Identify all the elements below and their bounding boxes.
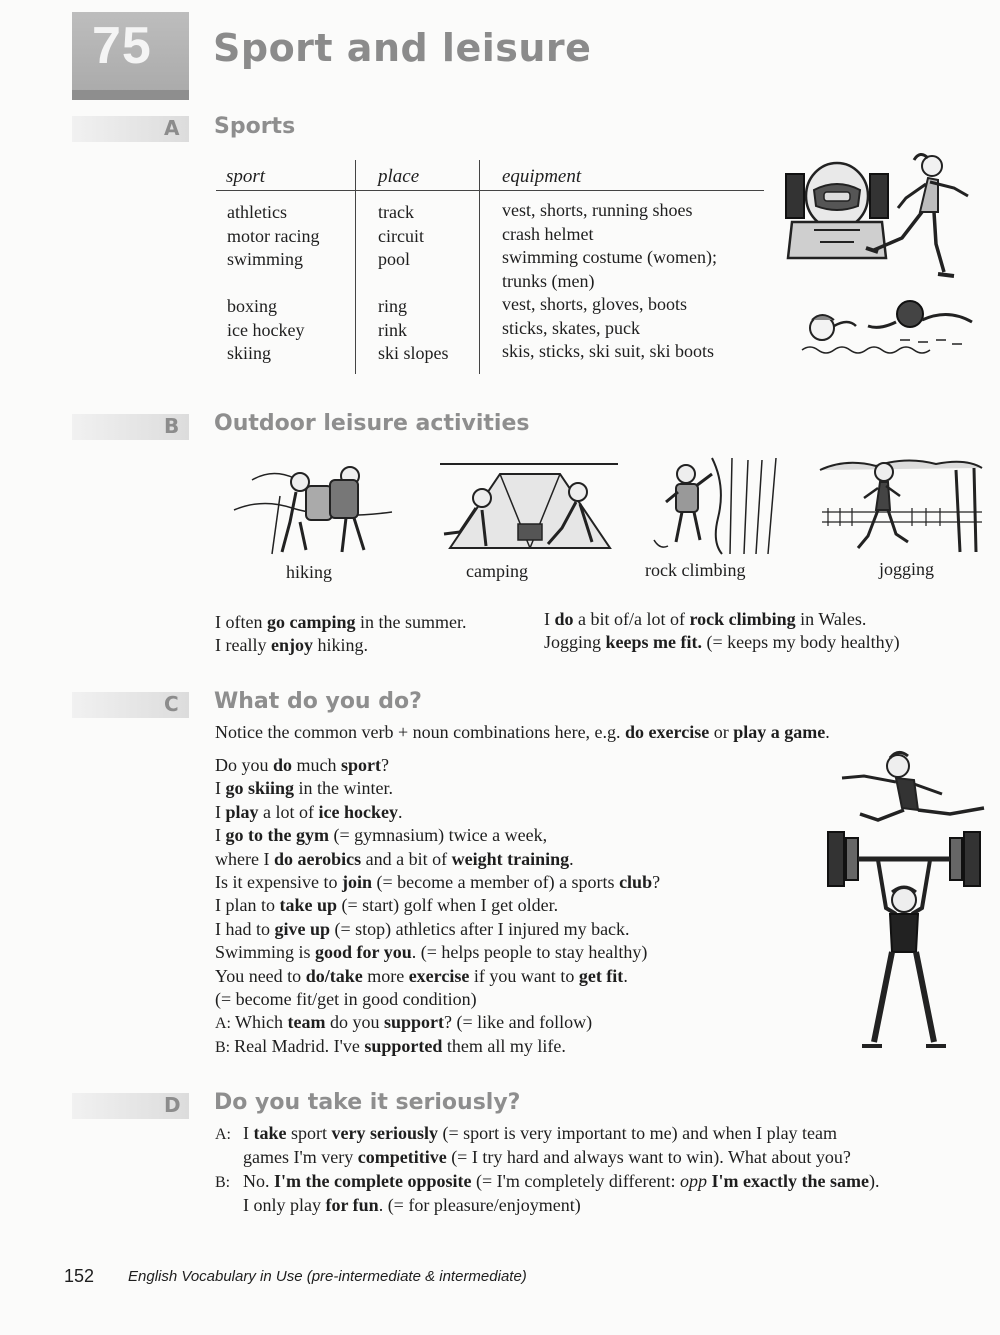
weightlifter-illustration: [826, 826, 982, 1056]
text-segment: .: [569, 848, 574, 869]
text-line: [215, 824, 660, 847]
text-segment: Real Madrid. I've: [234, 1036, 365, 1057]
text-line: [215, 918, 660, 941]
text-segment: I often: [215, 612, 267, 632]
key-phrase: opp: [679, 1170, 707, 1191]
section-b-title: Outdoor leisure activities: [214, 411, 530, 436]
text-segment: (= keeps my body healthy): [702, 632, 900, 653]
text-segment: I had to: [215, 918, 275, 939]
text-line: [215, 965, 660, 988]
dialogue-line: [215, 1194, 879, 1217]
table-cell-place: ring: [378, 296, 407, 316]
text-segment: ? (= like and follow): [444, 1012, 593, 1032]
text-line: [215, 988, 660, 1011]
hiking-illustration: [232, 450, 394, 556]
speaker-label: B:: [215, 1039, 235, 1057]
text-segment: (= become fit/get in good condition): [215, 989, 477, 1010]
table-cell-sport: skiing: [227, 343, 272, 363]
text-segment: I: [544, 609, 555, 629]
key-phrase: team: [287, 1012, 326, 1032]
text-segment: much: [292, 755, 342, 775]
text-segment: them all my life.: [442, 1036, 566, 1057]
key-phrase: join: [341, 872, 372, 893]
rock-climbing-illustration: [652, 456, 780, 556]
speaker-label: B:: [215, 1173, 231, 1191]
text-segment: Is it expensive to: [215, 872, 342, 893]
table-cell-equipment: vest, shorts, gloves, boots: [502, 294, 688, 314]
key-phrase: very seriously: [331, 1123, 438, 1143]
unit-title: Sport and leisure: [213, 26, 592, 70]
text-segment: .: [825, 722, 830, 742]
text-line: [544, 608, 900, 631]
table-column-rule: [479, 160, 480, 374]
text-segment: Which: [235, 1012, 288, 1032]
section-a-title: Sports: [214, 114, 296, 139]
section-c-letter: C: [164, 692, 179, 716]
camping-illustration: [430, 458, 626, 554]
key-phrase: keeps me fit.: [605, 632, 702, 653]
table-cell-equipment: trunks (men): [502, 270, 595, 291]
key-phrase: take: [253, 1123, 287, 1143]
key-phrase: ice hockey: [318, 801, 398, 822]
section-a-letter: A: [164, 116, 180, 140]
key-phrase: support: [383, 1012, 444, 1032]
speaker-label: A:: [215, 1126, 231, 1143]
text-segment: . (= helps people to stay healthy): [411, 942, 648, 963]
text-segment: I only play: [243, 1195, 326, 1216]
table-place-column: [378, 201, 449, 366]
key-phrase: competitive: [357, 1147, 447, 1168]
activity-examples-left: [215, 611, 467, 658]
text-segment: .: [398, 801, 403, 822]
text-segment: a bit of/a lot of: [573, 609, 690, 629]
key-phrase: weight training: [451, 848, 570, 869]
text-segment: more: [362, 965, 409, 986]
key-phrase: do exercise: [625, 722, 710, 742]
key-phrase: do/take: [305, 965, 363, 986]
table-header-place: place: [378, 166, 420, 187]
text-line: [215, 848, 660, 871]
text-segment: . (= for pleasure/enjoyment): [378, 1195, 581, 1216]
text-segment: games I'm very: [243, 1147, 358, 1168]
section-d-letter: D: [164, 1093, 181, 1117]
text-segment: I: [215, 778, 226, 799]
section-c-examples: [215, 754, 660, 1011]
key-phrase: club: [619, 872, 653, 893]
table-column-rule: [355, 160, 356, 374]
table-cell-sport: ice hockey: [227, 319, 305, 340]
table-cell-equipment: skis, sticks, ski suit, ski boots: [502, 341, 715, 361]
key-phrase: take up: [279, 895, 338, 916]
key-phrase: supported: [364, 1036, 443, 1057]
text-line: [215, 894, 660, 917]
text-segment: .: [623, 965, 628, 986]
text-segment: (= I try hard and always want to win). What about you?: [446, 1147, 851, 1168]
text-segment: (= start) golf when I get older.: [337, 895, 559, 916]
text-segment: or: [709, 722, 734, 742]
text-segment: Swimming is: [215, 942, 316, 963]
table-header-sport: sport: [226, 166, 266, 187]
page-number: 152: [64, 1266, 95, 1286]
dialogue-line: [215, 1035, 592, 1059]
key-phrase: do: [273, 755, 293, 775]
text-segment: do you: [325, 1012, 384, 1032]
section-d-dialogue: [215, 1122, 879, 1218]
text-segment: (= stop) athletics after I injured my back.: [330, 918, 630, 939]
key-phrase: I'm the complete opposite: [274, 1170, 472, 1191]
text-segment: I: [215, 801, 226, 822]
table-cell-equipment: crash helmet: [502, 223, 594, 244]
text-segment: (= gymnasium) twice a week,: [328, 825, 548, 846]
table-cell-sport: motor racing: [227, 225, 320, 246]
key-phrase: I'm exactly the same: [711, 1170, 869, 1191]
text-segment: ?: [381, 755, 390, 775]
text-segment: if you want to: [469, 965, 579, 986]
key-phrase: sport: [341, 755, 382, 775]
text-line: [215, 871, 660, 894]
text-line: [215, 777, 660, 800]
key-phrase: give up: [274, 918, 330, 939]
speaker-label: A:: [215, 1015, 235, 1032]
caption-hiking: hiking: [286, 562, 333, 582]
text-segment: in the summer.: [355, 612, 467, 632]
section-c-dialogue: [215, 1011, 592, 1060]
dialogue-line: [215, 1122, 879, 1146]
table-header-equipment: equipment: [502, 166, 582, 187]
swimmers-illustration: [800, 292, 980, 364]
text-line: [215, 611, 467, 634]
text-segment: (= become a member of) a sports: [372, 872, 620, 893]
table-cell-place: ski slopes: [378, 343, 449, 363]
key-phrase: go skiing: [225, 778, 295, 799]
key-phrase: rock climbing: [689, 609, 796, 629]
text-segment: I really: [215, 635, 271, 656]
text-segment: Do you: [215, 755, 273, 775]
caption-rock-climbing: rock climbing: [645, 560, 746, 580]
key-phrase: do: [554, 609, 574, 629]
text-line: [215, 754, 660, 777]
text-line: [215, 634, 467, 657]
text-segment: Jogging: [544, 632, 606, 653]
caption-camping: camping: [466, 561, 528, 581]
table-cell-place: pool: [378, 249, 411, 269]
text-segment: and a bit of: [361, 848, 452, 869]
stretching-woman-illustration: [838, 748, 988, 830]
dialogue-line: [215, 1146, 879, 1169]
unit-number: 75: [92, 17, 152, 75]
text-line: [215, 941, 660, 964]
table-cell-place: rink: [378, 319, 407, 340]
text-segment: (= I'm completely different:: [471, 1170, 680, 1191]
text-segment: where I: [215, 848, 274, 869]
caption-jogging: jogging: [879, 559, 935, 579]
table-cell-sport: boxing: [227, 296, 278, 316]
running-athlete-illustration: [862, 148, 974, 280]
text-line: [544, 631, 900, 654]
text-segment: in Wales.: [795, 609, 867, 629]
table-cell-equipment: sticks, skates, puck: [502, 317, 640, 338]
section-d-title: Do you take it seriously?: [214, 1090, 521, 1115]
table-cell-equipment: vest, shorts, running shoes: [502, 200, 693, 220]
key-phrase: play: [225, 801, 259, 822]
key-phrase: good for you: [315, 942, 412, 963]
key-phrase: exercise: [408, 965, 470, 986]
table-equipment-column: [502, 199, 717, 364]
key-phrase: for fun: [325, 1195, 379, 1216]
key-phrase: get fit: [578, 965, 624, 986]
text-segment: ).: [868, 1170, 880, 1191]
section-c-intro: [215, 721, 830, 744]
text-segment: ?: [652, 872, 661, 893]
text-segment: sport: [286, 1123, 332, 1143]
text-segment: I plan to: [215, 895, 280, 916]
section-c-title: What do you do?: [214, 689, 422, 714]
book-title: English Vocabulary in Use (pre-intermediate & intermediate): [128, 1268, 527, 1285]
key-phrase: do aerobics: [273, 848, 362, 869]
text-segment: (= sport is very important to me) and when I play team: [437, 1123, 838, 1143]
text-segment: in the winter.: [294, 778, 394, 799]
text-segment: hiking.: [312, 635, 368, 656]
key-phrase: go camping: [266, 612, 356, 632]
table-sport-column: [227, 201, 319, 366]
table-cell-sport: athletics: [227, 202, 287, 222]
table-header-rule: [216, 190, 764, 191]
table-cell-place: circuit: [378, 225, 424, 246]
table-cell-place: track: [378, 202, 414, 222]
table-cell-equipment: swimming costume (women);: [502, 247, 717, 267]
key-phrase: play a game: [733, 722, 826, 742]
section-b-letter: B: [164, 414, 180, 438]
dialogue-line: [215, 1170, 879, 1194]
dialogue-line: [215, 1011, 592, 1035]
text-segment: You need to: [215, 965, 306, 986]
activity-examples-right: [544, 608, 900, 655]
text-segment: No.: [243, 1170, 274, 1191]
key-phrase: enjoy: [270, 635, 313, 656]
text-line: [215, 801, 660, 824]
text-segment: I: [243, 1123, 254, 1143]
key-phrase: go to the gym: [225, 825, 329, 846]
table-cell-sport: swimming: [227, 249, 304, 269]
text-segment: I: [215, 825, 226, 846]
jogging-illustration: [816, 456, 984, 556]
text-segment: Notice the common verb + noun combinations here, e.g.: [215, 722, 626, 742]
text-segment: a lot of: [258, 801, 319, 822]
